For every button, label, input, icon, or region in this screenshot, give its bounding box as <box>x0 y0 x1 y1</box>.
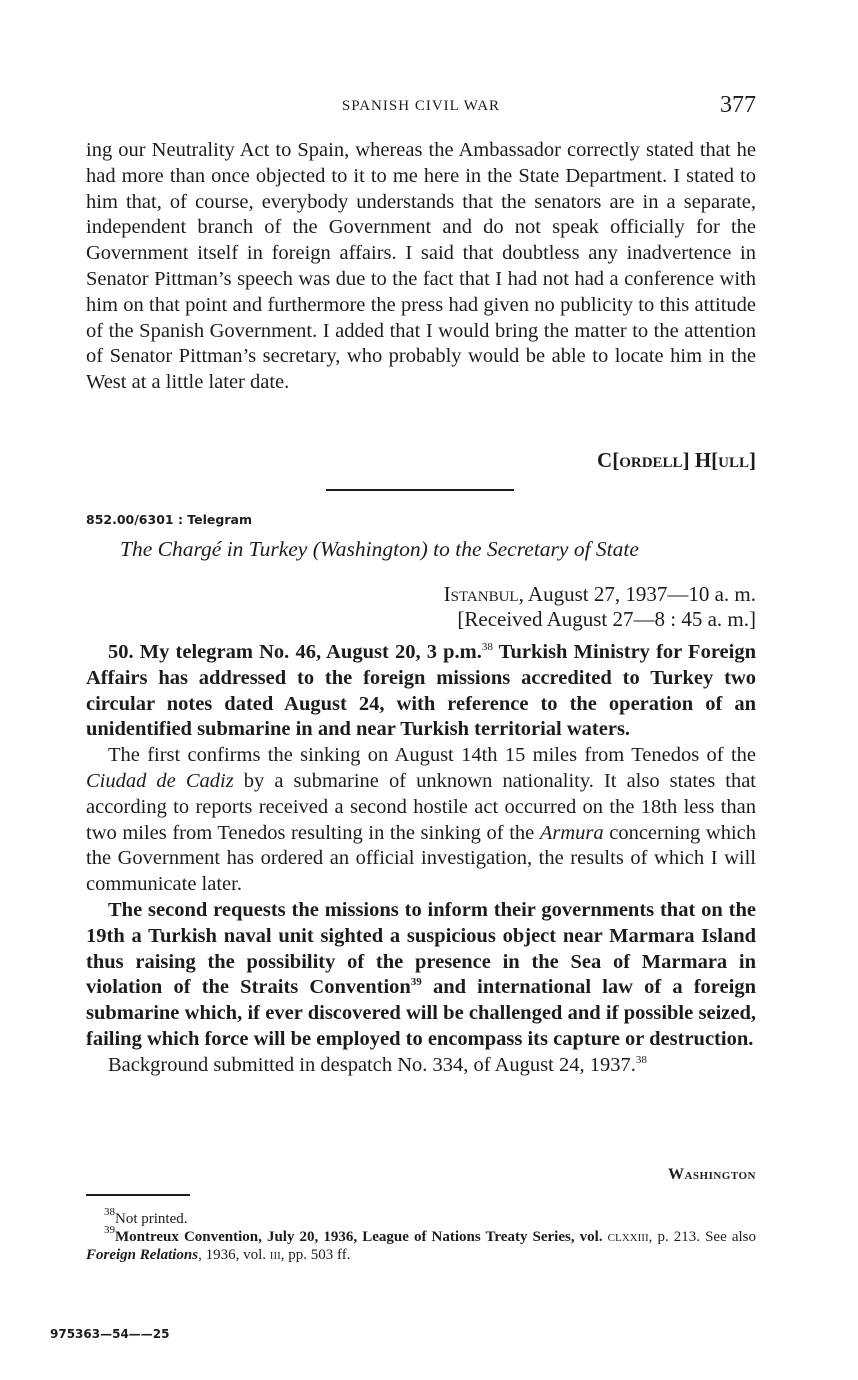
signature-ull: ull <box>718 448 749 472</box>
running-head: SPANISH CIVIL WAR <box>341 98 501 114</box>
footnote-marker-38: 38 <box>104 1206 115 1218</box>
signature-mid: ] H[ <box>682 448 719 472</box>
paragraph-2-part3: concerning which the Government has ordered an official investigation, the results of which I will communicate later. <box>86 821 756 896</box>
footnote-ref-38[interactable]: 38 <box>481 641 493 653</box>
footnote-39-title: Foreign Relations <box>86 1247 199 1263</box>
footnote-38-text: Not printed. <box>115 1211 188 1227</box>
place-name: stanbul <box>450 582 519 606</box>
paragraph-3 <box>86 898 756 1053</box>
paragraph-2-part2: by a submarine of unknown nationality. It also states that according to reports received a second hostile act occurred on the 18th less than two miles from Tenedos resulting in the sinking of the <box>86 769 756 844</box>
paragraph-3-part2: and international law of a foreign submarine which, if ever discovered will be challenged and if possible seized, failing which force will be employed to encompass its capture or destruction. <box>86 976 756 1050</box>
sent-date: , August 27, 1937—10 a. m. <box>518 582 756 606</box>
footnote-ref-38b[interactable]: 38 <box>635 1053 647 1066</box>
signature-ordell: ordell <box>619 448 683 472</box>
signature <box>597 448 756 473</box>
page-number: 377 <box>720 92 756 118</box>
footnote-39-volume: clxxiii <box>607 1229 649 1245</box>
ship-name-ciudad-de-cadiz: Ciudad de Cadiz <box>86 769 234 792</box>
dateline <box>444 582 756 632</box>
paragraph-4 <box>86 1053 756 1079</box>
place-initial: I <box>443 582 451 606</box>
printer-line: 975363—54——25 <box>50 1327 170 1341</box>
footnote-39 <box>86 1224 756 1264</box>
paragraph-1 <box>86 640 756 743</box>
footnotes <box>86 1206 756 1264</box>
dateline-sent <box>444 582 756 607</box>
continuation-paragraph: ing our Neutrality Act to Spain, whereas the Ambassador correctly stated that he had more than once objected to it to me here in the State Department. I stated to him that, of course, everybody understands that the senators are in a separate, independent branch of the Government and do not speak officially for the Government itself in foreign affairs. I said that doubtless any inadvertence in Senator Pittman’s speech was due to the fact that I had not had a conference with him on that point and furthermore the press had given no publicity to this attitude of the Spanish Government. I added that I would bring the matter to the attention of Senator Pittman’s secretary, who probably would be able to locate him in the West at a little later date. <box>86 139 756 394</box>
signature-end: ] <box>749 448 756 472</box>
paragraph-1-text: Turkish Ministry for Foreign Affairs has addressed to the foreign missions accredited to Turkey two circular notes dated August 24, with reference to the operation of an unidentified submarine in and near Turkish territorial waters. <box>86 641 756 741</box>
telegram-body <box>86 640 756 1079</box>
footnote-38 <box>86 1206 756 1228</box>
footnote-marker-39: 39 <box>104 1224 115 1236</box>
paragraph-4-text: Background submitted in despatch No. 334, of August 24, 1937. <box>108 1053 636 1076</box>
dateline-received: [Received August 27—8 : 45 a. m.] <box>457 607 756 631</box>
footnote-divider <box>86 1194 190 1196</box>
footnote-39-volume2: iii <box>269 1247 281 1263</box>
page-header <box>86 92 756 122</box>
paragraph-2 <box>86 743 756 898</box>
footnote-39-part3: , 1936, vol. <box>198 1247 270 1263</box>
paragraph-2-part1: The first confirms the sinking on August 14th 15 miles from Tenedos of the <box>108 744 756 767</box>
ship-name-armura: Armura <box>539 821 604 844</box>
document-title: The Chargé in Turkey (Washington) to the Secretary of State <box>120 537 639 561</box>
paragraph-3-part1: The second requests the missions to inform their governments that on the 19th a Turkish naval unit sighted a suspicious object near Marmara Island thus raising the possibility of the presence in the Sea of Marmara in violation of the Straits Convention <box>86 898 756 999</box>
paragraph-1-lead: 50. My telegram No. 46, August 20, 3 p.m. <box>108 641 482 663</box>
footnote-ref-39[interactable]: 39 <box>410 976 422 989</box>
footnote-39-part4: , pp. 503 ff. <box>280 1247 351 1263</box>
signature-c: C[ <box>597 448 620 472</box>
previous-document-continuation <box>86 138 756 396</box>
footnote-39-part1: Montreux Convention, July 20, 1936, League of Nations Treaty Series, vol. <box>115 1229 608 1245</box>
footnote-39-part2: , p. 213. See also <box>648 1229 756 1245</box>
sender-signature: Washington <box>667 1166 756 1183</box>
section-divider <box>326 489 514 491</box>
file-number: 852.00/6301 : Telegram <box>86 512 252 527</box>
